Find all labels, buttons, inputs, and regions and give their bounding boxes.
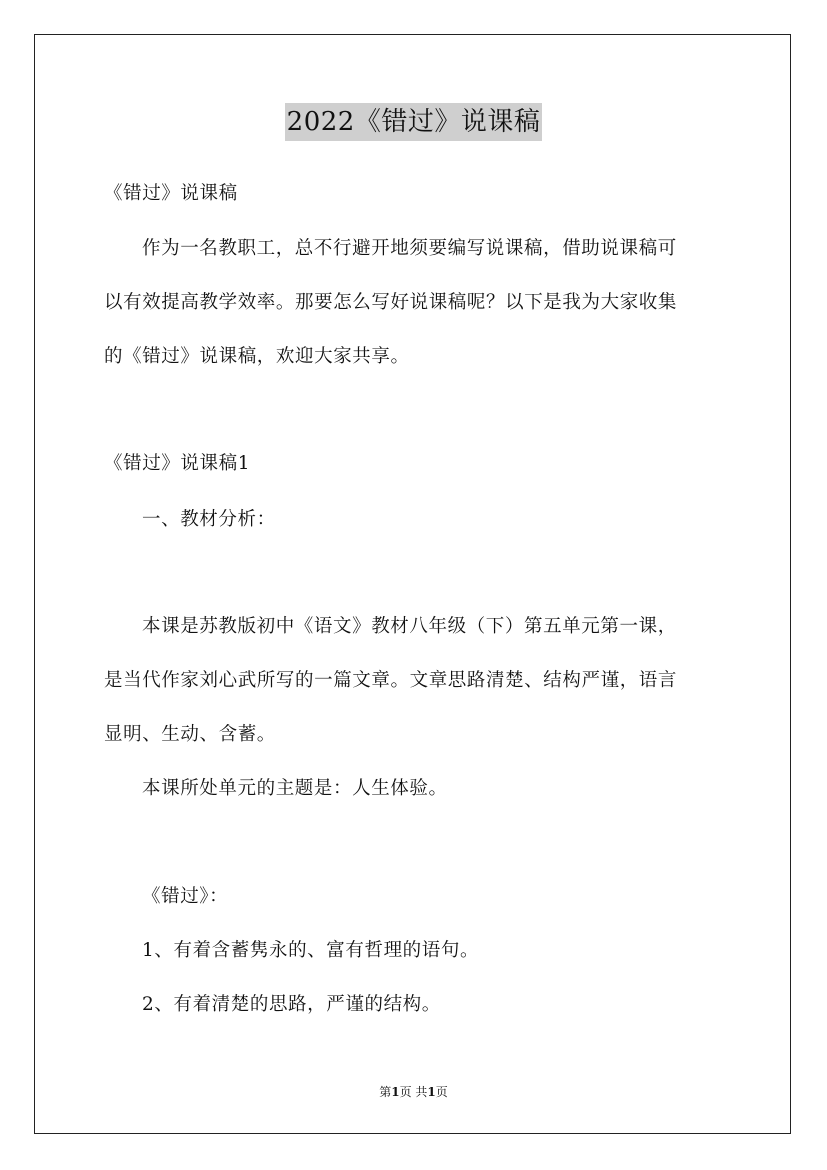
paragraph-line: 作为一名教职工，总不行避开地须要编写说课稿，借助说课稿可 — [142, 238, 677, 259]
footer-current-page: 1 — [391, 1085, 400, 1099]
subtitle-line: 《错过》说课稿 — [104, 183, 238, 204]
footer-prefix: 第 — [379, 1085, 392, 1099]
document-title: 2022《错过》说课稿 — [285, 103, 543, 141]
section-heading: 一、教材分析： — [142, 509, 276, 530]
paragraph-line: 显明、生动、含蓄。 — [104, 724, 276, 745]
footer-total-pages: 1 — [427, 1085, 436, 1099]
footer-suffix: 页 — [435, 1085, 448, 1099]
footer-mid: 页 共 — [399, 1085, 428, 1099]
list-item: 2、有着清楚的思路，严谨的结构。 — [142, 994, 441, 1015]
section-heading: 《错过》说课稿1 — [104, 453, 251, 474]
paragraph-line: 以有效提高教学效率。那要怎么写好说课稿呢？以下是我为大家收集 — [104, 292, 678, 313]
paragraph-line: 的《错过》说课稿，欢迎大家共享。 — [104, 346, 410, 367]
paragraph-line: 《错过》： — [142, 886, 229, 907]
page-footer — [0, 1084, 827, 1100]
paragraph-line: 本课是苏教版初中《语文》教材八年级（下）第五单元第一课， — [142, 616, 677, 637]
paragraph-line: 本课所处单元的主题是：人生体验。 — [142, 778, 448, 799]
title-wrap — [0, 103, 827, 141]
paragraph-line: 是当代作家刘心武所写的一篇文章。文章思路清楚、结构严谨，语言 — [104, 670, 678, 691]
list-item: 1、有着含蓄隽永的、富有哲理的语句。 — [142, 940, 480, 961]
